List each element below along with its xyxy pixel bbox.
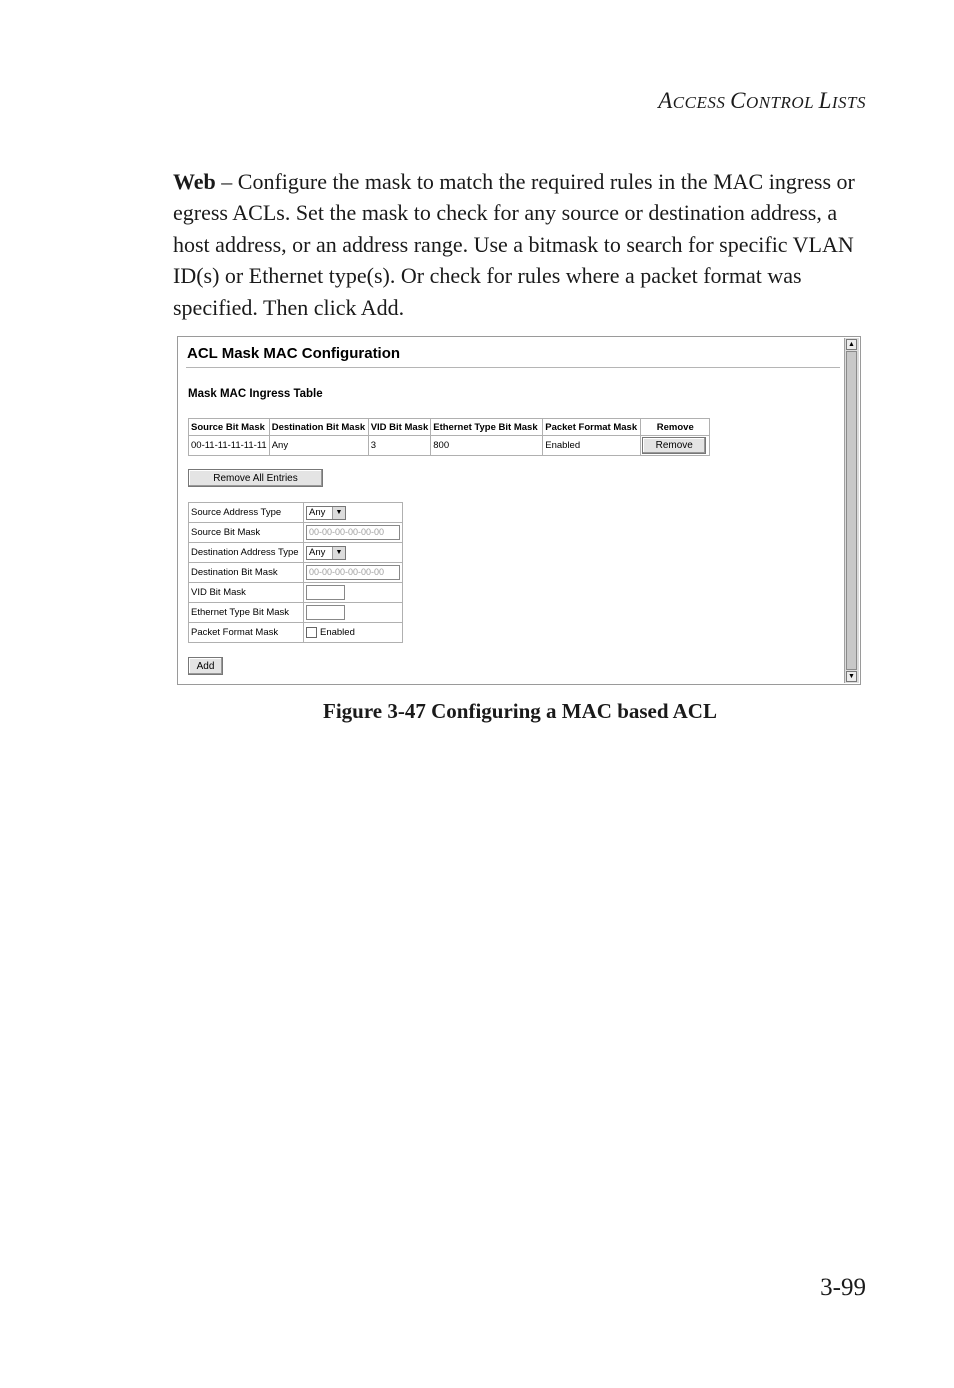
destination-bit-mask-input[interactable]: 00-00-00-00-00-00 xyxy=(306,565,400,580)
form-row-destination-address-type xyxy=(189,543,403,563)
ethernet-type-bit-mask-cell xyxy=(304,603,403,623)
scroll-up-arrow-icon[interactable]: ▲ xyxy=(846,339,857,350)
screenshot-figure xyxy=(177,336,861,685)
destination-address-type-value: Any xyxy=(309,546,326,558)
intro-paragraph xyxy=(173,166,873,323)
destination-address-type-select[interactable] xyxy=(306,546,346,560)
packet-format-mask-label: Packet Format Mask xyxy=(189,623,304,643)
vertical-scrollbar[interactable] xyxy=(844,338,859,683)
destination-address-type-cell xyxy=(304,543,403,563)
table-row xyxy=(189,436,710,456)
cell-ethernet-type-bit-mask: 800 xyxy=(431,436,543,456)
col-source-bit-mask: Source Bit Mask xyxy=(189,419,270,436)
remove-button[interactable]: Remove xyxy=(642,437,706,454)
mask-form-table xyxy=(188,502,403,643)
intro-text: – Configure the mask to match the required rules in the MAC ingress or egress ACLs. Set the mask to check for any source or destination address, a host address, or an address range. Use a bitmask to search for specific VLAN ID(s) or Ethernet type(s). Or check for rules where a packet format was specified. Then click Add. xyxy=(173,169,855,320)
destination-bit-mask-cell xyxy=(304,563,403,583)
source-bit-mask-input[interactable]: 00-00-00-00-00-00 xyxy=(306,525,400,540)
cell-remove xyxy=(641,436,710,456)
destination-address-type-label: Destination Address Type xyxy=(189,543,304,563)
ethernet-type-bit-mask-label: Ethernet Type Bit Mask xyxy=(189,603,304,623)
source-address-type-label: Source Address Type xyxy=(189,503,304,523)
form-row-source-address-type xyxy=(189,503,403,523)
col-destination-bit-mask: Destination Bit Mask xyxy=(269,419,368,436)
cell-packet-format-mask: Enabled xyxy=(543,436,641,456)
packet-format-mask-cell xyxy=(304,623,403,643)
source-address-type-cell xyxy=(304,503,403,523)
form-row-destination-bit-mask xyxy=(189,563,403,583)
dropdown-arrow-icon: ▼ xyxy=(332,547,345,559)
packet-format-enabled-checkbox[interactable] xyxy=(306,627,317,638)
ethernet-type-bit-mask-input[interactable] xyxy=(306,605,345,620)
source-address-type-value: Any xyxy=(309,506,326,518)
vid-bit-mask-cell xyxy=(304,583,403,603)
running-header-ists: ISTS xyxy=(831,93,866,112)
cell-vid-bit-mask: 3 xyxy=(368,436,431,456)
form-row-packet-format-mask xyxy=(189,623,403,643)
table-title: Mask MAC Ingress Table xyxy=(188,388,323,400)
source-bit-mask-label: Source Bit Mask xyxy=(189,523,304,543)
add-button[interactable]: Add xyxy=(188,657,223,675)
page-number: 3-99 xyxy=(820,1274,866,1301)
source-bit-mask-cell xyxy=(304,523,403,543)
running-header-ccess: CCESS xyxy=(672,93,731,112)
col-ethernet-type-bit-mask: Ethernet Type Bit Mask xyxy=(431,419,543,436)
dropdown-arrow-icon: ▼ xyxy=(332,507,345,519)
source-address-type-select[interactable] xyxy=(306,506,346,520)
scroll-down-arrow-icon[interactable]: ▼ xyxy=(846,671,857,682)
remove-all-entries-button[interactable]: Remove All Entries xyxy=(188,469,323,487)
vid-bit-mask-label: VID Bit Mask xyxy=(189,583,304,603)
cell-source-bit-mask: 00-11-11-11-11-11 xyxy=(189,436,270,456)
running-header-ontrol: ONTROL xyxy=(745,93,819,112)
running-header-l: L xyxy=(818,88,832,113)
table-header-row xyxy=(189,419,710,436)
col-packet-format-mask: Packet Format Mask xyxy=(543,419,641,436)
figure-caption: Figure 3-47 Configuring a MAC based ACL xyxy=(323,699,717,723)
running-header xyxy=(658,88,866,114)
running-header-a: A xyxy=(658,88,673,113)
form-row-ethernet-type-bit-mask xyxy=(189,603,403,623)
col-vid-bit-mask: VID Bit Mask xyxy=(368,419,431,436)
vid-bit-mask-input[interactable] xyxy=(306,585,345,600)
intro-lead: Web xyxy=(173,169,216,194)
panel-title: ACL Mask MAC Configuration xyxy=(187,345,401,362)
form-row-vid-bit-mask xyxy=(189,583,403,603)
mask-mac-ingress-table xyxy=(188,418,710,456)
destination-bit-mask-label: Destination Bit Mask xyxy=(189,563,304,583)
running-header-c: C xyxy=(730,88,746,113)
form-row-source-bit-mask xyxy=(189,523,403,543)
col-remove: Remove xyxy=(641,419,710,436)
cell-destination-bit-mask: Any xyxy=(269,436,368,456)
packet-format-enabled-label: Enabled xyxy=(320,627,355,638)
scrollbar-thumb[interactable] xyxy=(846,351,857,670)
title-divider xyxy=(186,367,840,368)
